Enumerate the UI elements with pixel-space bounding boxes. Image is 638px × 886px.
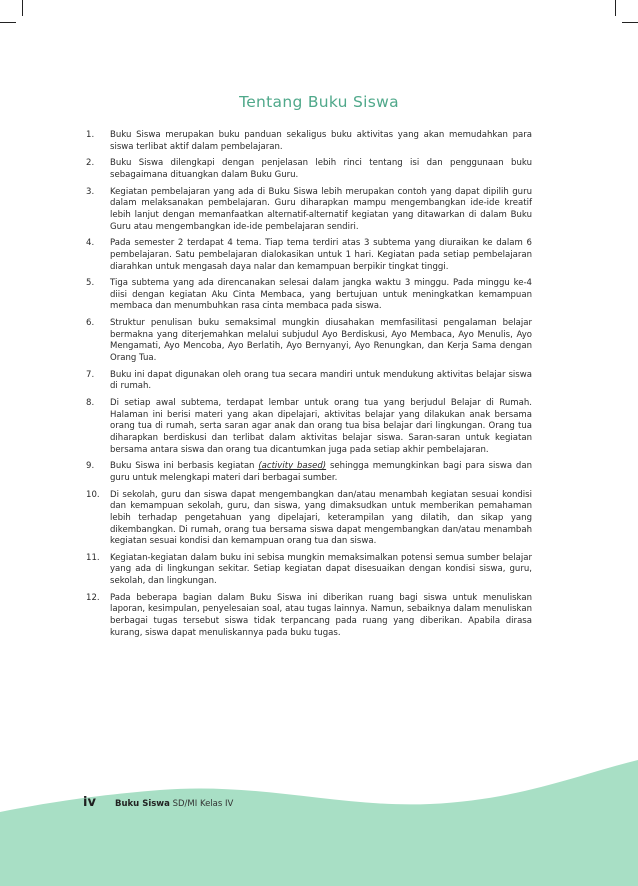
item-number: 4.: [86, 238, 95, 249]
item-text: Pada semester 2 terdapat 4 tema. Tiap tema terdiri atas 3 subtema yang diuraikan ke dalam 6 pembelajaran. Satu pembelajaran dialokasikan untuk 1 hari. Kegiatan pada setiap pembelajaran diarahkan untuk mengasah daya nalar dan kemampuan berpikir tingkat tinggi.: [110, 238, 532, 272]
item-number: 5.: [86, 278, 95, 289]
item-text: Kegiatan pembelajaran yang ada di Buku Siswa lebih merupakan contoh yang dapat dipilih guru dalam melaksanakan pembelajaran. Guru diharapkan mampu mengembangkan ide-ide kreatif lebih lanjut dengan memanfaatkan alternatif-alternatif kegiatan yang ditawarkan di dalam Buku Guru atau mengembangkan ide-ide pembelajaran sendiri.: [110, 186, 532, 232]
item-text: Tiga subtema yang ada direncanakan selesai dalam jangka waktu 3 minggu. Pada minggu ke-4 diisi dengan kegiatan Aku Cinta Membaca, yang bertujuan untuk meningkatkan kemampuan membaca dan menumbuhkan rasa cinta membaca pada siswa.: [110, 278, 532, 312]
list-item: [86, 370, 532, 393]
item-number: 10.: [86, 489, 100, 500]
item-text: Pada beberapa bagian dalam Buku Siswa ini diberikan ruang bagi siswa untuk menuliskan laporan, kesimpulan, penyelesaian soal, atau tugas lainnya. Namun, sebaiknya dalam menuliskan berbagai tugas tersebut siswa tidak terpancang pada ruang yang diberikan. Apabila dirasa kurang, siswa dapat menuliskannya pada buku tugas.: [110, 592, 532, 638]
item-number: 9.: [86, 461, 95, 472]
footer-book-name: Buku Siswa: [115, 799, 170, 809]
item-number: 3.: [86, 186, 95, 197]
item-text: Buku Siswa merupakan buku panduan sekaligus buku aktivitas yang akan memudahkan para siswa terlibat aktif dalam pembelajaran.: [110, 130, 532, 152]
list-item: [86, 398, 532, 456]
list-item: [86, 238, 532, 273]
item-number: 11.: [86, 552, 100, 563]
item-text: Kegiatan-kegiatan dalam buku ini sebisa mungkin memaksimalkan potensi semua sumber belajar yang ada di lingkungan sekitar. Setiap kegiatan dapat disesuaikan dengan kondisi siswa, guru, sekolah, dan lingkungan.: [110, 552, 532, 587]
item-number: 7.: [86, 369, 95, 380]
item-text: Buku Siswa dilengkapi dengan penjelasan lebih rinci tentang isi dan penggunaan buku sebagaimana dituangkan dalam Buku Guru.: [110, 158, 532, 180]
item-text: Buku ini dapat digunakan oleh orang tua secara mandiri untuk mendukung aktivitas belajar siswa di rumah.: [110, 369, 532, 392]
list-item: [86, 593, 532, 639]
footer-wave-decoration: [0, 760, 638, 886]
list-item: [86, 278, 532, 313]
crop-mark-top-left-v: [22, 0, 23, 16]
list-item: [86, 553, 532, 588]
item-text-after: sehingga memungkinkan bagi para siswa dan guru untuk melengkapi materi dari berbagai sumber.: [110, 461, 532, 483]
list-item: [86, 318, 532, 364]
item-number: 12.: [86, 592, 100, 603]
crop-mark-top-right-h: [622, 22, 638, 23]
list-item: [86, 158, 532, 181]
footer-book-level: SD/MI Kelas IV: [169, 799, 234, 809]
item-number: 6.: [86, 318, 95, 329]
item-text: Struktur penulisan buku semaksimal mungkin diusahakan memfasilitasi pengalaman belajar bermakna yang diterjemahkan melalui subjudul Ayo Berdiskusi, Ayo Membaca, Ayo Menulis, Ayo Mengamati, Ayo Mencoba, Ayo Berlatih, Ayo Bernyanyi, Ayo Renungkan, dan Kerja Sama dengan Orang Tua.: [110, 318, 532, 364]
item-text: [110, 461, 532, 483]
footer-wave-shape: [0, 760, 638, 886]
page-title: Tentang Buku Siswa: [239, 93, 399, 111]
crop-mark-top-left-h: [0, 22, 16, 23]
item-number: 2.: [86, 158, 95, 169]
list-item: [86, 130, 532, 153]
item-number: 8.: [86, 398, 95, 409]
info-list: [86, 130, 532, 644]
crop-mark-top-right-v: [615, 0, 616, 16]
list-item: [86, 490, 532, 548]
list-item: [86, 461, 532, 484]
item-text: Di setiap awal subtema, terdapat lembar untuk orang tua yang berjudul Belajar di Rumah. Halaman ini berisi materi yang akan dipelajari, aktivitas belajar yang dilakukan anak bersama orang tua di rumah, serta saran agar anak dan orang tua bisa belajar dari lingkungan. Orang tua diharapkan berdiskusi dan terlibat dalam aktivitas belajar siswa. Saran-saran untuk kegiatan bersama antara siswa dan orang tua dicantumkan juga pada setiap akhir pembelajaran.: [110, 398, 532, 455]
item-text-before: Buku Siswa ini berbasis kegiatan: [110, 461, 259, 472]
footer-book-title: [115, 799, 233, 809]
page-number: iv: [83, 795, 96, 810]
item-number: 1.: [86, 130, 95, 140]
item-text-emphasis: (activity based): [258, 461, 327, 472]
item-text: Di sekolah, guru dan siswa dapat mengembangkan dan/atau menambah kegiatan sesuai kondisi dan kemampuan sekolah, guru, dan siswa, yang dimaksudkan untuk memberikan pemahaman lebih terhadap pengetahuan yang dipelajari, keterampilan yang dilatih, dan sikap yang dikembangkan. Di rumah, orang tua bersama siswa dapat mengembangkan dan/atau menambah kegiatan sesuai kondisi dan kemampuan orang tua dan siswa.: [110, 489, 532, 547]
list-item: [86, 187, 532, 233]
